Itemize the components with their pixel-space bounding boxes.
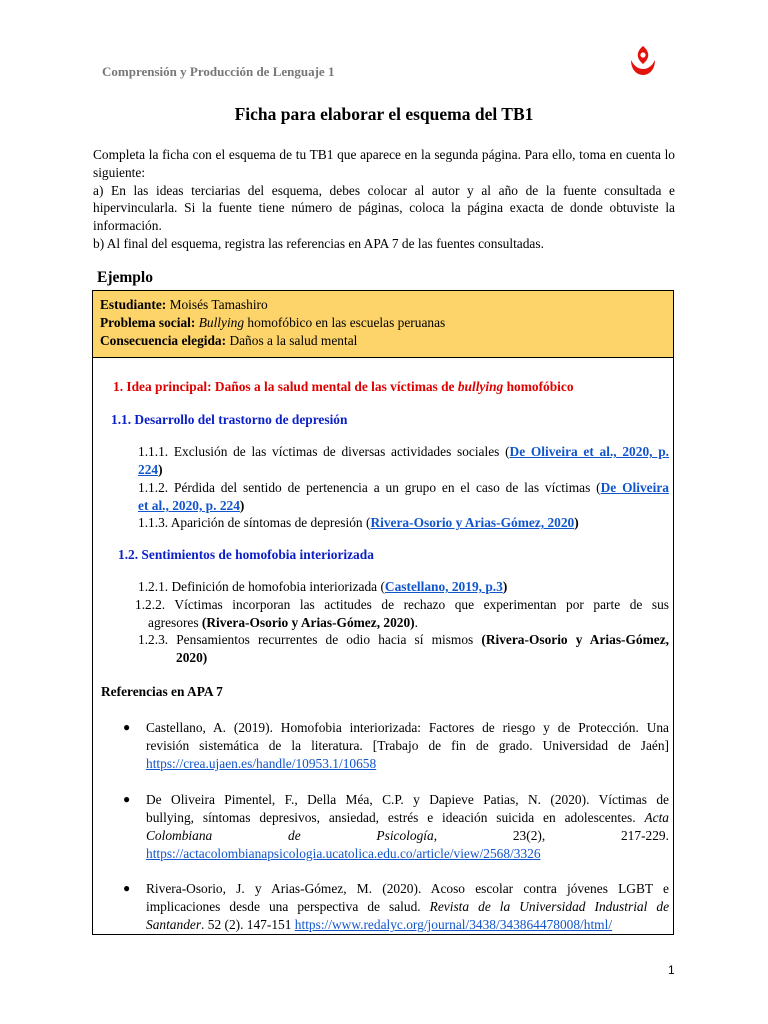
item-1-2-3-citation-cont: 2020) — [176, 650, 208, 665]
item-1-1-2-text: 1.1.2. Pérdida del sentido de pertenencia a un grupo en el caso de las víctimas ( — [138, 480, 601, 495]
reference-2 — [146, 791, 669, 863]
item-1-1-3-link[interactable]: Rivera-Osorio y Arias-Gómez, 2020 — [370, 515, 575, 530]
item-1-2-3-text: 1.2.3. Pensamientos recurrentes de odio hacia sí mismos — [138, 632, 482, 647]
reference-2-comma: , — [433, 828, 438, 843]
item-1-2-2-line1: 1.2.2. Víctimas incorporan las actitudes de rechazo que experimentan por parte de sus — [135, 597, 669, 612]
item-1-1-2-link[interactable]: De Oliveira — [600, 480, 669, 495]
item-1-2-1 — [138, 578, 507, 596]
reference-2-volume: 23(2), — [512, 828, 546, 843]
reference-1-line2: revisión sistemática de la literatura. [Trabajo de fin de grado. Universidad de Jaén] — [146, 738, 669, 753]
item-1-1-2 — [138, 479, 669, 515]
instructions-a: a) En las ideas terciarias del esquema, debes colocar al autor y al año de la fuente consultada e hipervincularla. Si la fuente tiene número de páginas, coloca la página exacta de donde obtuviste la información. — [93, 182, 675, 234]
reference-2-journal-a: Acta — [644, 810, 669, 825]
main-idea-italic: bullying — [457, 379, 504, 394]
reference-2-line1: De Oliveira Pimentel, F., Della Méa, C.P. y Dapieve Patias, N. (2020). Víctimas de — [146, 792, 669, 807]
instructions — [93, 146, 675, 253]
consequence-label: Consecuencia elegida: — [100, 333, 227, 348]
reference-2-pages: 217-229. — [620, 828, 669, 843]
reference-3-journal-a: Revista de la Universidad Industrial de — [429, 899, 670, 914]
reference-1 — [146, 719, 669, 773]
instructions-b: b) Al final del esquema, registra las referencias en APA 7 de las fuentes consultadas. — [93, 235, 544, 251]
student-label: Estudiante: — [100, 297, 167, 312]
bullet-icon: ● — [123, 881, 131, 895]
item-1-1-3-close: ) — [574, 515, 579, 530]
problem-rest: homofóbico en las escuelas peruanas — [244, 315, 446, 330]
item-1-2-3-citation: (Rivera-Osorio y Arias-Gómez, — [481, 632, 669, 647]
page-title: Ficha para elaborar el esquema del TB1 — [234, 104, 534, 124]
main-idea-prefix: 1. Idea principal: Daños a la salud mental de las víctimas de — [113, 379, 458, 394]
reference-3 — [146, 880, 669, 934]
references-heading: Referencias en APA 7 — [101, 684, 223, 699]
item-1-2-2-text: agresores — [148, 615, 202, 630]
reference-3-volume: . 52 (2). 147-151 — [201, 917, 295, 932]
reference-2-line2: bullying, síntomas depresivos, ansiedad, estrés e ideación suicida en adolescentes. — [146, 810, 645, 825]
university-logo — [628, 44, 658, 78]
course-title: Comprensión y Producción de Lenguaje 1 — [102, 64, 335, 79]
problem-label: Problema social: — [100, 315, 196, 330]
item-1-1-1 — [138, 443, 669, 479]
reference-3-link[interactable]: https://www.redalyc.org/journal/3438/343864478008/html/ — [294, 917, 613, 932]
subheading-1-1: 1.1. Desarrollo del trastorno de depresión — [111, 412, 348, 427]
reference-2-journal-b: Colombiana — [146, 828, 213, 843]
consequence-row — [100, 332, 666, 350]
example-box — [92, 290, 674, 935]
item-1-2-2 — [135, 596, 669, 632]
reference-2-journal-d: Psicología — [376, 828, 434, 843]
bullet-icon: ● — [123, 720, 131, 734]
reference-2-journal-c: de — [288, 828, 301, 843]
item-1-1-1-link-cont[interactable]: 224 — [138, 462, 159, 477]
main-idea-suffix: homofóbico — [503, 379, 574, 394]
item-1-1-3 — [138, 514, 579, 532]
item-1-2-1-close: ) — [502, 579, 508, 594]
subheading-1-2: 1.2. Sentimientos de homofobia interiorizada — [118, 547, 374, 562]
main-idea — [113, 378, 574, 396]
example-heading: Ejemplo — [97, 269, 153, 286]
item-1-1-1-text: 1.1.1. Exclusión de las víctimas de diversas actividades sociales ( — [138, 444, 510, 459]
reference-2-link[interactable]: https://actacolombianapsicologia.ucatolica.edu.co/article/view/2568/3326 — [146, 846, 541, 861]
item-1-2-2-citation: (Rivera-Osorio y Arias-Gómez, 2020) — [201, 615, 415, 630]
item-1-2-2-period: . — [414, 615, 418, 630]
instructions-intro: Completa la ficha con el esquema de tu TB1 que aparece en la segunda página. Para ello, toma en cuenta lo siguiente: — [93, 147, 675, 180]
item-1-2-1-text: 1.2.1. Definición de homofobia interiorizada ( — [138, 579, 385, 594]
reference-3-line2: implicaciones desde una perspectiva de salud. — [146, 899, 430, 914]
item-1-1-1-close: ) — [158, 462, 163, 477]
reference-3-line1: Rivera-Osorio, J. y Arias-Gómez, M. (2020). Acoso escolar contra jóvenes LGBT e — [146, 881, 669, 896]
student-info-panel — [93, 291, 673, 358]
student-value: Moisés Tamashiro — [166, 297, 268, 312]
item-1-1-1-link[interactable]: De Oliveira et al., 2020, p. — [509, 444, 669, 459]
problem-italic: Bullying — [198, 315, 245, 330]
bullet-icon: ● — [123, 792, 131, 806]
item-1-2-3 — [138, 631, 669, 667]
problem-row — [100, 314, 666, 332]
item-1-1-2-close: ) — [239, 498, 245, 513]
item-1-1-3-text: 1.1.3. Aparición de síntomas de depresión ( — [138, 515, 371, 530]
consequence-value: Daños a la salud mental — [226, 333, 358, 348]
reference-1-link[interactable]: https://crea.ujaen.es/handle/10953.1/10658 — [146, 756, 377, 771]
reference-3-journal-b: Santander — [146, 917, 202, 932]
reference-1-line1: Castellano, A. (2019). Homofobia interiorizada: Factores de riesgo y de Protección. Una — [146, 720, 669, 735]
item-1-1-2-link-cont[interactable]: et al., 2020, p. 224 — [138, 498, 240, 513]
student-row — [100, 296, 666, 314]
page-number: 1 — [668, 963, 675, 977]
item-1-2-1-link[interactable]: Castellano, 2019, p.3 — [384, 579, 503, 594]
